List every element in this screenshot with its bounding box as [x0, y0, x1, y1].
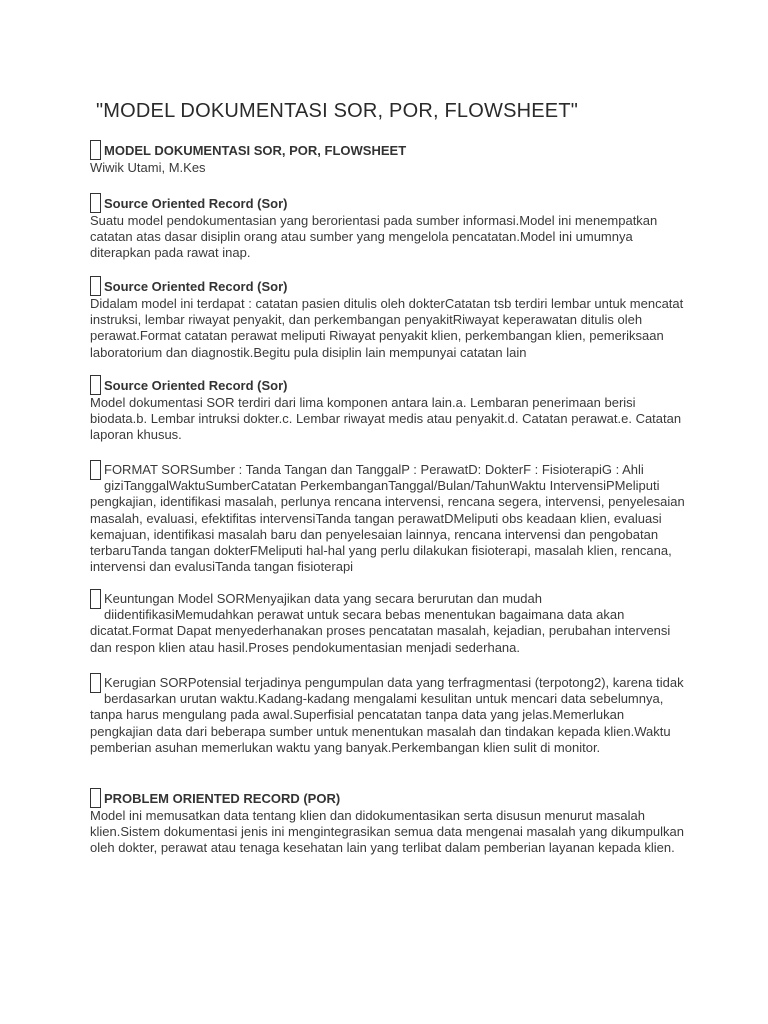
section-paragraph: Kerugian SORPotensial terjadinya pengumpulan data yang terfragmentasi (terpotong2), karena tidak berdasarkan urutan waktu.Kadang-kadang mengalami kesulitan untuk mencari data sebelumnya, tanpa harus mengulang pada awal.Superfisial pencatatan tanpa data yang jelas.Memerlukan pengkajian data dari beberapa sumber untuk menentukan masalah dan tindakan kepada klien.Waktu pemberian asuhan memerlukan waktu yang banyak.Perkembangan klien sulit di monitor. — [90, 675, 684, 755]
section-body: Model dokumentasi SOR terdiri dari lima komponen antara lain.a. Lembaran penerimaan berisi biodata.b. Lembar intruksi dokter.c. Lembar riwayat medis atau penyakit.d. Catatan perawat.e. Catatan laporan khusus. — [90, 395, 682, 443]
section-heading: Source Oriented Record (Sor) — [104, 196, 288, 211]
section-heading: Source Oriented Record (Sor) — [104, 279, 288, 294]
section-sor-definition — [90, 196, 690, 262]
section-paragraph: FORMAT SORSumber : Tanda Tangan dan TanggalP : PerawatD: DokterF : FisioterapiG : Ahli giziTanggalWaktuSumberCatatan PerkembanganTanggal/Bulan/TahunWaktu IntervensiPMeliputi pengkajian, identifikasi masalah, perlunya rencana intervensi, rencana segera, intervensi, penyelesaian masalah, evaluasi, efektifitas intervensiTanda tangan perawatDMeliputi obs keadaan klien, evaluasi kemajuan, identifikasi masalah baru dan penyelesaian lainnya, rencana intervensi dan pengobatan terbaruTanda tangan dokterFMeliputi hal-hal yang perlu dilakukan fisioterapi, masalah klien, rencana, intervensi dan evalusiTanda tangan fisioterapi — [90, 462, 685, 575]
missing-glyph-box-icon — [90, 460, 101, 480]
section-sor-advantages — [90, 591, 690, 656]
missing-glyph-box-icon — [90, 589, 101, 609]
section-por — [90, 791, 690, 857]
section-body: Didalam model ini terdapat : catatan pasien ditulis oleh dokterCatatan tsb terdiri lembar untuk mencatat instruksi, lembar riwayat penyakit, dan perkembangan penyakitRiwayat keperawatan ditulis oleh perawat.Format catatan perawat meliputi Riwayat penyakit klien, perkembangan klien, pemeriksaan laboratorium dan diagnostik.Begitu pula disiplin lain mempunyai catatan lain — [90, 296, 684, 360]
section-sor-format — [90, 462, 690, 575]
section-heading: Source Oriented Record (Sor) — [104, 378, 288, 393]
section-sor-model-content — [90, 279, 690, 361]
section-body: Model ini memusatkan data tentang klien dan didokumentasikan serta disusun menurut masalah klien.Sistem dokumentasi jenis ini mengintegrasikan semua data mengenai masalah yang dikumpulkan oleh dokter, perawat atau tenaga kesehatan lain yang terlibat dalam pemberian layanan kepada klien. — [90, 808, 684, 856]
missing-glyph-box-icon — [90, 140, 101, 160]
section-sor-components — [90, 378, 690, 444]
section-title-author — [90, 143, 690, 176]
section-heading: PROBLEM ORIENTED RECORD (POR) — [104, 791, 341, 806]
document-title: "MODEL DOKUMENTASI SOR, POR, FLOWSHEET" — [96, 100, 579, 122]
section-heading: MODEL DOKUMENTASI SOR, POR, FLOWSHEET — [104, 143, 407, 158]
missing-glyph-box-icon — [90, 276, 101, 296]
missing-glyph-box-icon — [90, 375, 101, 395]
section-paragraph: Keuntungan Model SORMenyajikan data yang secara berurutan dan mudah diidentifikasiMemudahkan perawat untuk secara bebas menentukan bagaimana data akan dicatat.Format Dapat menyederhanakan proses pencatatan masalah, kejadian, perubahan intervensi dan respon klien atau hasil.Proses pendokumentasian menjadi sederhana. — [90, 591, 671, 655]
section-body: Suatu model pendokumentasian yang berorientasi pada sumber informasi.Model ini menempatkan catatan atas dasar disiplin orang atau sumber yang mengelola pencatatan.Model ini umumnya diterapkan pada rawat inap. — [90, 213, 658, 261]
missing-glyph-box-icon — [90, 788, 101, 808]
missing-glyph-box-icon — [90, 673, 101, 693]
author-line: Wiwik Utami, M.Kes — [90, 160, 206, 175]
section-sor-disadvantages — [90, 675, 690, 756]
missing-glyph-box-icon — [90, 193, 101, 213]
